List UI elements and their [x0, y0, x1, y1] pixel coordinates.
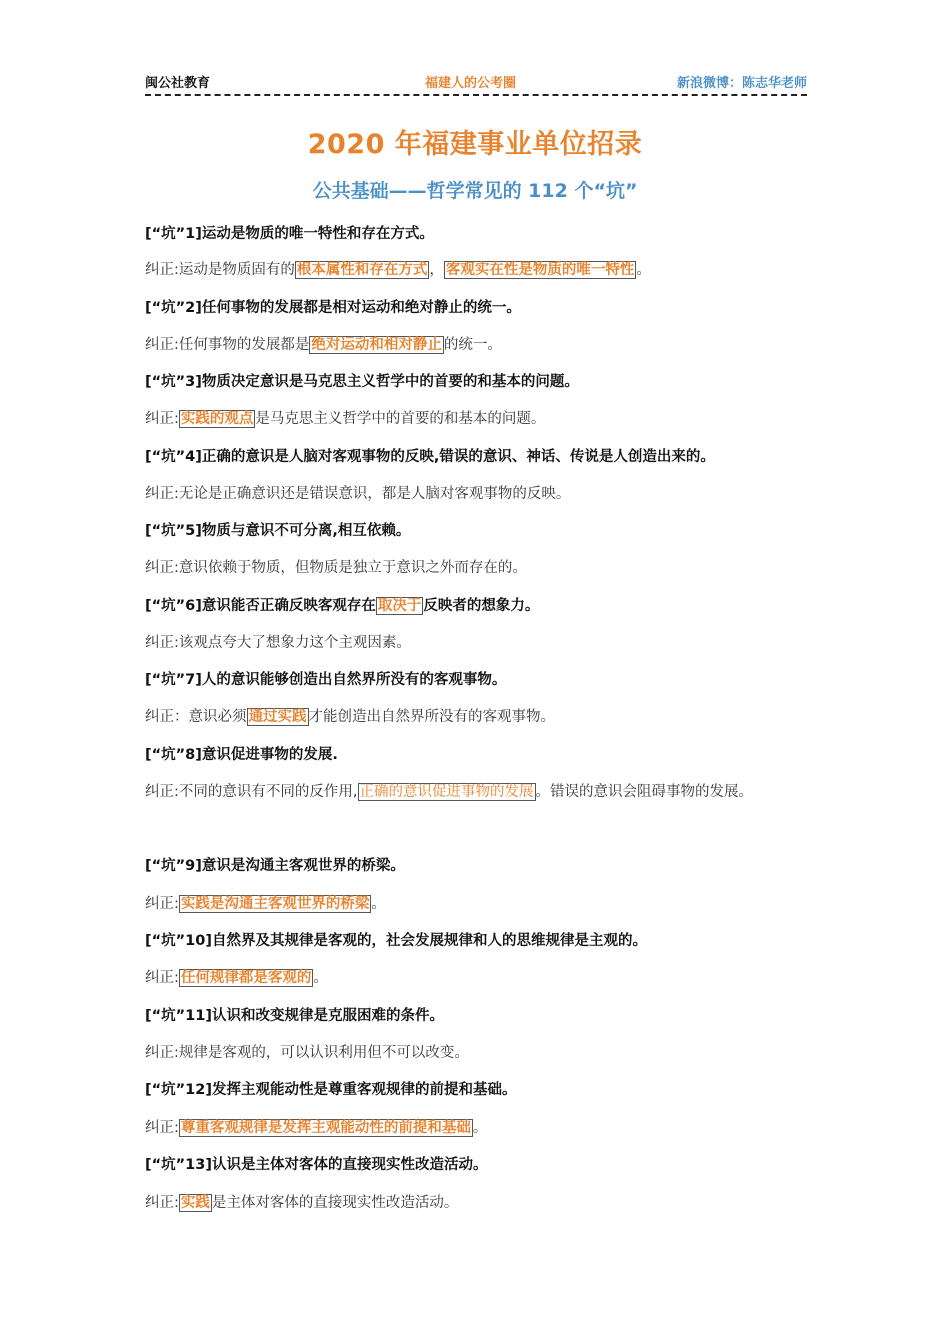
correction-text: 。	[313, 970, 328, 986]
pitfall-question: [“坑”12]发挥主观能动性是尊重客观规律的前提和基础。	[145, 1082, 517, 1098]
pitfall-correction	[145, 699, 810, 736]
pitfall-question: [“坑”11]认识和改变规律是克服困难的条件。	[145, 1008, 444, 1024]
header-brand: 闽公社教育	[145, 76, 211, 91]
pitfall-correction	[145, 1035, 810, 1072]
pitfall-question: [“坑”9]意识是沟通主客观世界的桥梁。	[145, 858, 405, 874]
correction-text: 纠正:	[145, 896, 179, 912]
correction-text: 纠正:不同的意识有不同的反作用,	[145, 784, 358, 800]
header-slogan: 福建人的公考圈	[425, 76, 517, 91]
correction-text: 是主体对客体的直接现实性改造活动。	[211, 1195, 459, 1211]
correction-text: 。	[636, 262, 651, 278]
question-text: [“坑”6]意识能否正确反映客观存在	[145, 598, 376, 614]
pitfall-correction	[145, 886, 810, 923]
question-highlight: 取决于	[377, 598, 422, 614]
correction-highlight: 根本属性和存在方式	[296, 262, 428, 278]
correction-text: 纠正:意识依赖于物质，但物质是独立于意识之外而存在的。	[145, 560, 527, 576]
correction-text: 纠正:运动是物质固有的	[145, 262, 295, 278]
correction-highlight: 尊重客观规律是发挥主观能动性的前提和基础	[180, 1120, 471, 1136]
correction-highlight: 通过实践	[248, 709, 307, 725]
correction-text: 纠正：意识必须	[145, 709, 247, 725]
correction-text: 纠正:	[145, 411, 179, 427]
correction-text: 纠正:任何事物的发展都是	[145, 337, 310, 353]
pitfall-correction	[145, 476, 810, 513]
pitfall-question: [“坑”3]物质决定意识是马克思主义哲学中的首要的和基本的问题。	[145, 374, 579, 390]
correction-text: 纠正:	[145, 970, 179, 986]
correction-text: 纠正:规律是客观的，可以认识利用但不可以改变。	[145, 1045, 469, 1061]
pitfall-question: [“坑”5]物质与意识不可分离,相互依赖。	[145, 523, 411, 539]
correction-highlight: 实践	[180, 1195, 210, 1211]
document-title: 2020 年福建事业单位招录	[307, 129, 643, 160]
correction-highlight: 实践的观点	[180, 411, 254, 427]
correction-text: 纠正:	[145, 1120, 179, 1136]
pitfall-question: [“坑”10]自然界及其规律是客观的，社会发展规律和人的思维规律是主观的。	[145, 933, 647, 949]
header-divider	[145, 94, 807, 96]
pitfall-question: [“坑”1]运动是物质的唯一特性和存在方式。	[145, 226, 434, 242]
correction-text: 是马克思主义哲学中的首要的和基本的问题。	[255, 411, 546, 427]
correction-highlight: 实践是沟通主客观世界的桥梁	[180, 896, 370, 912]
pitfall-correction	[145, 327, 810, 364]
document-subtitle: 公共基础——哲学常见的 112 个“坑”	[312, 180, 638, 202]
correction-highlight: 绝对运动和相对静止	[311, 337, 442, 353]
page-header	[145, 72, 807, 90]
pitfall-correction	[145, 774, 810, 811]
pitfall-question: [“坑”4]正确的意识是人脑对客观事物的反映,错误的意识、神话、传说是人创造出来的。	[145, 449, 715, 465]
pitfall-correction	[145, 1185, 810, 1222]
correction-text: 纠正:该观点夸大了想象力这个主观因素。	[145, 635, 411, 651]
correction-text: 。错误的意识会阻碍事物的发展。	[535, 784, 753, 800]
pitfall-question: [“坑”2]任何事物的发展都是相对运动和绝对静止的统一。	[145, 300, 521, 316]
correction-text: 才能创造出自然界所没有的客观事物。	[308, 709, 555, 725]
correction-highlight: 客观实在性是物质的唯一特性	[445, 262, 635, 278]
correction-text: 纠正:无论是正确意识还是错误意识，都是人脑对客观事物的反映。	[145, 486, 571, 502]
correction-text: 的统一。	[443, 337, 502, 353]
pitfall-correction	[145, 401, 810, 438]
correction-text: 纠正:	[145, 1195, 179, 1211]
correction-text: ，	[429, 262, 444, 278]
question-text: 反映者的想象力。	[423, 598, 540, 614]
correction-text: 。	[472, 1120, 488, 1136]
header-weibo: 新浪微博：陈志华老师	[676, 76, 807, 91]
pitfall-question	[145, 588, 810, 625]
correction-text: 。	[371, 896, 386, 912]
pitfall-correction	[145, 960, 810, 997]
pitfall-correction	[145, 550, 810, 587]
correction-highlight: 正确的意识促进事物的发展	[359, 784, 534, 800]
pitfall-correction	[145, 252, 810, 289]
pitfall-correction	[145, 625, 810, 662]
pitfall-correction	[145, 1110, 810, 1147]
correction-highlight: 任何规律都是客观的	[180, 970, 312, 986]
pitfall-question: [“坑”13]认识是主体对客体的直接现实性改造活动。	[145, 1157, 488, 1173]
pitfall-question: [“坑”7]人的意识能够创造出自然界所没有的客观事物。	[145, 672, 507, 688]
pitfall-question: [“坑”8]意识促进事物的发展.	[145, 747, 338, 763]
